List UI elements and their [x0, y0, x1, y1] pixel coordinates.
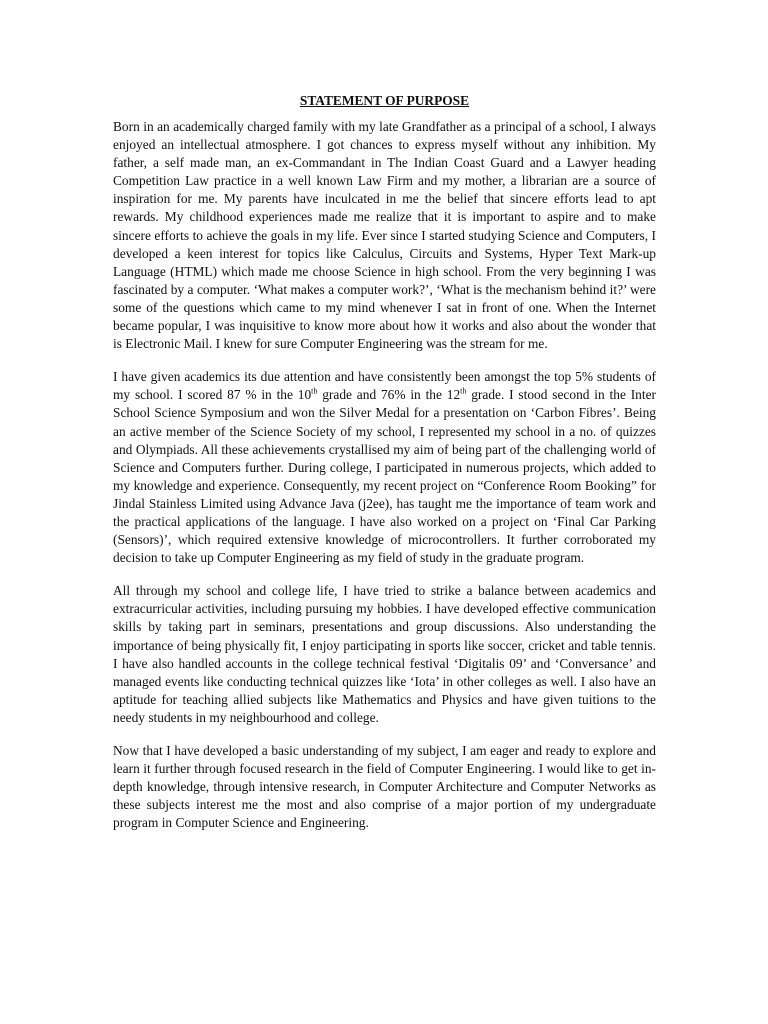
document-body — [113, 92, 656, 847]
paragraph-text: Born in an academically charged family with my late Grandfather as a principal of a school, I always enjoyed an intellectual atmosphere. I got chances to express myself without any inhibition. My father, a self made man, an ex-Commandant in The Indian Coast Guard and a Lawyer heading Competition Law practice in a well known Law Firm and my mother, a librarian are a source of inspiration for me. My parents have inculcated in me the belief that sincere efforts lead to apt rewards. My childhood experiences made me realize that it is important to aspire and to make sincere efforts to achieve the goals in my life. Ever since I started studying Science and Computers, I developed a keen interest for topics like Calculus, Circuits and Systems, Hyper Text Mark-up Language (HTML) which made me choose Science in high school. From the very beginning I was fascinated by a computer. ‘What makes a computer work?’, ‘What is the mechanism behind it?’ were some of the questions which came to my mind whenever I sat in front of one. When the Internet became popular, I was inquisitive to know more about how it works and also about the wonder that is Electronic Mail. I knew for sure Computer Engineering was the stream for me. — [113, 119, 656, 352]
paragraph-text: All through my school and college life, I have tried to strike a balance between academics and extracurricular activities, including pursuing my hobbies. I have developed effective communication skills by taking part in seminars, presentations and group discussions. Also understanding the importance of being physically fit, I enjoy participating in sports like soccer, cricket and table tennis. I have also handled accounts in the college technical festival ‘Digitalis 09’ and ‘Conversance’ and managed events like conducting technical quizzes like ‘Iota’ in other colleges as well. I also have an aptitude for teaching allied subjects like Mathematics and Physics and have given tuitions to the needy students in my neighbourhood and college. — [113, 583, 656, 725]
document-title: STATEMENT OF PURPOSE — [299, 93, 470, 108]
paragraph-text: Now that I have developed a basic understanding of my subject, I am eager and ready to explore and learn it further through focused research in the field of Computer Engineering. I would like to get in-depth knowledge, through intensive research, in Computer Architecture and Computer Networks as these subjects interest me the most and also comprise of a major portion of my undergraduate program in Computer Science and Engineering. — [113, 743, 656, 831]
paragraph — [113, 582, 656, 727]
paragraph-list — [113, 118, 656, 832]
paragraph — [113, 742, 656, 832]
paragraph — [113, 368, 656, 567]
ordinal-superscript: th — [311, 386, 318, 396]
paragraph-text: grade. I stood second in the Inter School Science Symposium and won the Silver Medal for a presentation on ‘Carbon Fibres’. Being an active member of the Science Society of my school, I represented my school in a no. of quizzes and Olympiads. All these achievements crystallised my aim of being part of the challenging world of Science and Computers further. During college, I participated in numerous projects, which added to my knowledge and experience. Consequently, my recent project on “Conference Room Booking” for Jindal Stainless Limited using Advance Java (j2ee), has taught me the importance of team work and the practical applications of the language. I have also worked on a project on ‘Final Car Parking (Sensors)’, which required extensive knowledge of microcontrollers. It further corroborated my decision to take up Computer Engineering as my field of study in the graduate program. — [113, 387, 657, 566]
paragraph-text: I have given academics its due attention and have consistently been amongst the top 5% students of my school. I scored 87 % in the 10 — [113, 369, 656, 403]
paragraph — [113, 118, 656, 353]
paragraph-text: grade and 76% in the 12 — [317, 387, 461, 403]
ordinal-superscript: th — [460, 386, 467, 396]
